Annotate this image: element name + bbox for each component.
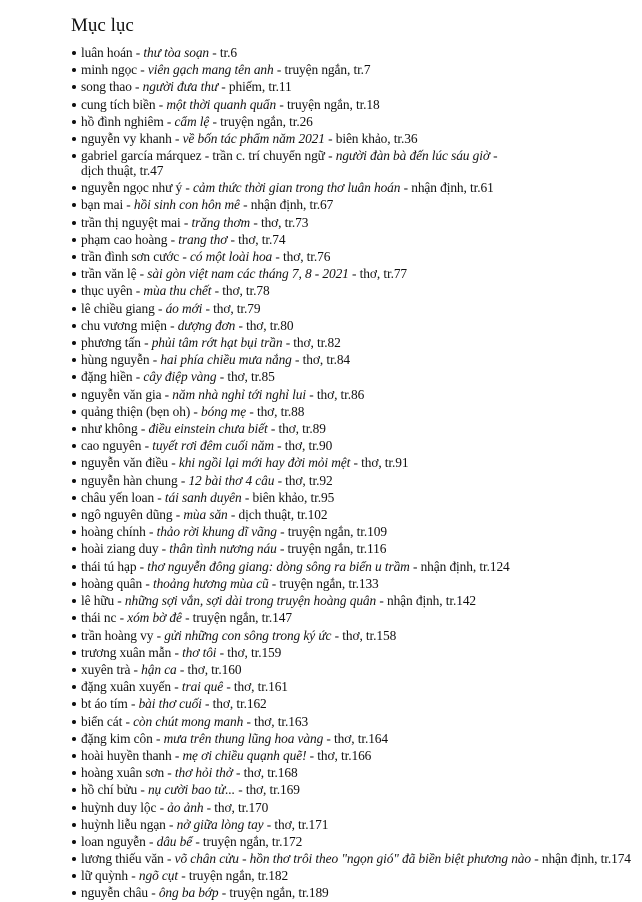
toc-entry: nguyễn vy khanh - về bốn tác phẩm năm 2021 - biên khảo, tr.36 (72, 130, 632, 147)
toc-author: trần hoàng vy (81, 627, 154, 643)
toc-author: thái nc (81, 610, 117, 626)
toc-author: nguyễn văn điều (81, 455, 169, 471)
toc-work-title: hai phía chiều mưa nắng (160, 352, 292, 368)
toc-work-title: dượng đơn (177, 317, 236, 333)
toc-work-title: một thời quanh quẩn (166, 96, 277, 112)
toc-genre-page: - truyện ngắn, tr.182 (177, 868, 289, 884)
toc-work-title: ông ba bớp (158, 885, 219, 901)
toc-work-title: tuyết rơi đêm cuối năm (152, 438, 274, 454)
toc-entry: đặng hiền - cây điệp vàng - thơ, tr.85 (72, 368, 632, 385)
toc-genre-page: - thơ, tr.90 (273, 438, 333, 454)
toc-genre-page: - truyện ngắn, tr.7 (273, 62, 371, 78)
toc-genre-page: - thơ, tr.159 (216, 644, 282, 660)
toc-entry: hoàng chính - thảo rời khung dĩ vãng - truyện ngắn, tr.109 (72, 523, 632, 540)
toc-work-title: thơ nguyễn đông giang: dòng sông ra biển u trầm (147, 558, 410, 574)
toc-entry: phương tấn - phủi tâm rớt hạt bụi trần - thơ, tr.82 (72, 334, 632, 351)
toc-entry: gabriel garcía márquez - trần c. trí chuyển ngữ - người đàn bà đến lúc sáu giờ - dịch thuật, tr.47 (72, 147, 632, 179)
toc-author: đặng kim côn (81, 730, 153, 746)
toc-entry: minh ngọc - viên gạch mang tên anh - truyện ngắn, tr.7 (72, 61, 632, 78)
toc-author: phương tấn (81, 335, 141, 351)
toc-work-title: dâu bể (156, 833, 193, 849)
toc-author: hồ chí bửu (81, 782, 138, 798)
toc-author: nguyễn hàn chung (81, 472, 178, 488)
toc-work-title: thoảng hương mùa cũ (152, 575, 269, 591)
toc-genre-page: - thơ, tr.80 (235, 317, 294, 333)
toc-author: trần thị nguyệt mai (81, 214, 181, 230)
toc-work-title: mưa trên thung lũng hoa vàng (163, 730, 324, 746)
toc-work-title: trăng thơm (191, 214, 251, 230)
toc-genre-page: - truyện ngắn, tr.133 (268, 575, 379, 591)
toc-genre-page: - thơ, tr.85 (216, 369, 275, 385)
toc-work-title: còn chút mong manh (133, 713, 244, 729)
toc-author: đặng xuân xuyến (81, 679, 171, 695)
toc-entry: biển cát - còn chút mong manh - thơ, tr.163 (72, 713, 632, 730)
toc-entry: chu vương miện - dượng đơn - thơ, tr.80 (72, 317, 632, 334)
toc-genre-page: - nhận định, tr.174 (531, 851, 631, 867)
toc-work-title: phủi tâm rớt hạt bụi trần (151, 335, 283, 351)
toc-genre-page: - nhận định, tr.61 (400, 180, 494, 196)
toc-genre-page: - phiếm, tr.11 (218, 79, 292, 95)
toc-author: huỳnh duy lộc (81, 799, 157, 815)
toc-entry: hoàng xuân sơn - thơ hỏi thở - thơ, tr.168 (72, 764, 632, 781)
toc-author: lương thiếu văn (81, 851, 164, 867)
toc-genre-page: - thơ, tr.160 (176, 661, 242, 677)
toc-entry: huỳnh duy lộc - ảo ảnh - thơ, tr.170 (72, 799, 632, 816)
toc-author: thục uyên (81, 283, 133, 299)
toc-work-title: bài thơ cuối (138, 696, 202, 712)
toc-entry: cao nguyên - tuyết rơi đêm cuối năm - thơ, tr.90 (72, 437, 632, 454)
toc-genre-page: - truyện ngắn, tr.172 (192, 833, 303, 849)
toc-entry: song thao - người đưa thư - phiếm, tr.11 (72, 78, 632, 95)
toc-entry: hùng nguyễn - hai phía chiều mưa nắng - thơ, tr.84 (72, 351, 632, 368)
toc-work-title: trang thơ (178, 231, 228, 247)
toc-work-title: gửi những con sông trong ký ức (164, 627, 332, 643)
toc-entry: đặng kim côn - mưa trên thung lũng hoa vàng - thơ, tr.164 (72, 730, 632, 747)
toc-work-title: bóng mẹ (201, 403, 247, 419)
toc-genre-page: - truyện ngắn, tr.189 (218, 885, 329, 901)
toc-work-title: viên gạch mang tên anh (147, 62, 274, 78)
toc-genre-page: - thơ, tr.89 (267, 421, 326, 437)
toc-entry: thục uyên - mùa thu chết - thơ, tr.78 (72, 282, 632, 299)
toc-entry: bt áo tím - bài thơ cuối - thơ, tr.162 (72, 695, 632, 712)
toc-author: trần đình sơn cước (81, 249, 180, 265)
toc-work-title: cảm thức thời gian trong thơ luân hoán (193, 180, 401, 196)
toc-genre-page: - biên khảo, tr.36 (324, 131, 418, 147)
toc-entry: ngô nguyên dũng - mùa săn - dịch thuật, tr.102 (72, 506, 632, 523)
page-title: Mục lục (71, 15, 134, 36)
toc-entry: huỳnh liễu ngạn - nở giữa lòng tay - thơ, tr.171 (72, 816, 632, 833)
toc-entry: luân hoán - thư tòa soạn - tr.6 (72, 44, 632, 61)
toc-genre-page: - thơ, tr.84 (291, 352, 351, 368)
toc-genre-page: - thơ, tr.166 (306, 747, 372, 763)
toc-author: lữ quỳnh (81, 868, 129, 884)
toc-work-title: trai quê (181, 679, 224, 695)
toc-work-title: có một loài hoa (189, 249, 273, 265)
toc-entry: quảng thiện (bẹn oh) - bóng mẹ - thơ, tr.88 (72, 403, 632, 420)
toc-author: minh ngọc (81, 62, 138, 78)
toc-author: ngô nguyên dũng (81, 507, 173, 523)
toc-entry: nguyễn châu - ông ba bớp - truyện ngắn, tr.189 (72, 884, 632, 901)
toc-work-title: khi ngồi lại mới hay đời mỏi mệt (178, 455, 351, 471)
toc-author: phạm cao hoàng (81, 231, 168, 247)
toc-entry: loan nguyễn - dâu bể - truyện ngắn, tr.172 (72, 833, 632, 850)
toc-work-title: thơ tôi (182, 644, 217, 660)
table-of-contents (72, 44, 632, 902)
toc-work-title: năm nhà nghỉ tới nghỉ lui (172, 386, 307, 402)
toc-entry: nguyễn văn điều - khi ngồi lại mới hay đời mỏi mệt - thơ, tr.91 (72, 454, 632, 471)
toc-author: cung tích biền (81, 96, 156, 112)
toc-genre-page-continued: dịch thuật, tr.47 (81, 163, 164, 179)
toc-author: trương xuân mẫn (81, 644, 172, 660)
toc-genre-page: - thơ, tr.92 (274, 472, 333, 488)
toc-entry: châu yến loan - tái sanh duyên - biên khảo, tr.95 (72, 489, 632, 506)
toc-genre-page: - thơ, tr.73 (250, 214, 309, 230)
toc-genre-page: - thơ, tr.162 (201, 696, 267, 712)
toc-entry: cung tích biền - một thời quanh quẩn - truyện ngắn, tr.18 (72, 96, 632, 113)
toc-work-title: người đưa thư (142, 79, 219, 95)
toc-work-title: cẩm lệ (174, 113, 210, 129)
toc-author: gabriel garcía márquez - trần c. trí chuyển ngữ (81, 148, 325, 164)
toc-entry: thái nc - xóm bờ đê - truyện ngắn, tr.147 (72, 609, 632, 626)
toc-entry: trương xuân mẫn - thơ tôi - thơ, tr.159 (72, 644, 632, 661)
toc-author: lê hữu (81, 593, 115, 609)
toc-genre-page: - thơ, tr.76 (272, 249, 331, 265)
toc-entry: như không - điều einstein chưa biết - thơ, tr.89 (72, 420, 632, 437)
toc-author: nguyễn văn gia (81, 386, 162, 402)
toc-genre-page: - thơ, tr.169 (234, 782, 300, 798)
toc-genre-page: - thơ, tr.86 (306, 386, 365, 402)
toc-work-title: mùa thu chết (143, 283, 212, 299)
toc-work-title: áo mới (165, 300, 203, 316)
toc-work-title: cây điệp vàng (143, 369, 217, 385)
toc-author: cao nguyên (81, 438, 142, 454)
toc-work-title: xóm bờ đê (127, 610, 182, 626)
toc-entry: lương thiếu văn - võ chân cửu - hồn thơ trôi theo "ngọn gió" đã biền biệt phương nào - nhận định, tr.174 (72, 850, 632, 867)
toc-work-title: thân tình nương náu (169, 541, 277, 557)
toc-author: như không (81, 421, 138, 437)
toc-author: hồ đình nghiêm (81, 113, 164, 129)
toc-author: hoàng xuân sơn (81, 765, 165, 781)
toc-work-title: ảo ảnh (167, 799, 204, 815)
toc-genre-page: - truyện ngắn, tr.109 (276, 524, 387, 540)
toc-author: loan nguyễn (81, 833, 146, 849)
toc-work-title: nụ cười bao tử... (147, 782, 235, 798)
toc-genre-page: - biên khảo, tr.95 (241, 489, 335, 505)
toc-genre-page: - thơ, tr.91 (350, 455, 409, 471)
toc-entry: trần văn lệ - sài gòn việt nam các tháng 7, 8 - 2021 - thơ, tr.77 (72, 265, 632, 282)
toc-work-title: mùa săn (183, 507, 228, 523)
toc-work-title: điều einstein chưa biết (148, 421, 268, 437)
toc-work-title: hận ca (141, 661, 177, 677)
toc-work-title: võ chân cửu - hồn thơ trôi theo "ngọn gió" đã biền biệt phương nào (174, 851, 531, 867)
toc-genre-page: - dịch thuật, tr.102 (227, 507, 328, 523)
toc-genre-page: - thơ, tr.170 (203, 799, 269, 815)
toc-author: hoài ziang duy (81, 541, 159, 557)
toc-work-title: hồi sinh con hôn mê (133, 197, 240, 213)
toc-entry: phạm cao hoàng - trang thơ - thơ, tr.74 (72, 231, 632, 248)
toc-author: bt áo tím (81, 696, 128, 712)
toc-author: hoàng quân (81, 575, 143, 591)
toc-work-title: ngõ cụt (138, 868, 178, 884)
toc-author: hoài huyền thanh (81, 747, 172, 763)
toc-author: châu yến loan (81, 489, 155, 505)
toc-entry: trần thị nguyệt mai - trăng thơm - thơ, tr.73 (72, 214, 632, 231)
toc-author: song thao (81, 79, 132, 95)
toc-entry: lữ quỳnh - ngõ cụt - truyện ngắn, tr.182 (72, 867, 632, 884)
toc-entry: thái tú hạp - thơ nguyễn đông giang: dòng sông ra biển u trầm - nhận định, tr.124 (72, 558, 632, 575)
toc-genre-page: - tr.6 (209, 45, 237, 60)
toc-author: thái tú hạp (81, 558, 137, 574)
toc-genre-page: - thơ, tr.168 (232, 765, 298, 781)
toc-author: bạn mai (81, 197, 124, 213)
toc-genre-page: - thơ, tr.158 (331, 627, 397, 643)
toc-work-title: sài gòn việt nam các tháng 7, 8 - 2021 (147, 266, 349, 282)
toc-work-title: thảo rời khung dĩ vãng (156, 524, 277, 540)
toc-entry: nguyễn ngọc như ý - cảm thức thời gian trong thơ luân hoán - nhận định, tr.61 (72, 179, 632, 196)
toc-entry: nguyễn hàn chung - 12 bài thơ 4 câu - thơ, tr.92 (72, 472, 632, 489)
toc-author: chu vương miện (81, 317, 167, 333)
toc-genre-page: - thơ, tr.82 (282, 335, 341, 351)
toc-entry: hồ đình nghiêm - cẩm lệ - truyện ngắn, tr.26 (72, 113, 632, 130)
toc-entry: hoài ziang duy - thân tình nương náu - truyện ngắn, tr.116 (72, 540, 632, 557)
toc-author: đặng hiền (81, 369, 133, 385)
toc-entry: hồ chí bửu - nụ cười bao tử... - thơ, tr.169 (72, 781, 632, 798)
toc-genre-page: - thơ, tr.164 (323, 730, 388, 746)
toc-author: nguyễn châu (81, 885, 148, 901)
toc-author: quảng thiện (bẹn oh) (81, 403, 191, 419)
toc-author: huỳnh liễu ngạn (81, 816, 166, 832)
toc-genre-page: - truyện ngắn, tr.147 (181, 610, 292, 626)
toc-genre-page: - thơ, tr.77 (348, 266, 408, 282)
toc-genre-page: - thơ, tr.161 (223, 679, 288, 695)
toc-author: lê chiều giang (81, 300, 155, 316)
toc-entry: trần đình sơn cước - có một loài hoa - thơ, tr.76 (72, 248, 632, 265)
toc-genre-page: - (489, 148, 498, 164)
toc-genre-page: - nhận định, tr.124 (409, 558, 510, 574)
toc-genre-page: - nhận định, tr.142 (376, 593, 477, 609)
toc-entry: xuyên trà - hận ca - thơ, tr.160 (72, 661, 632, 678)
toc-author: trần văn lệ (81, 266, 137, 282)
toc-genre-page: - nhận định, tr.67 (239, 197, 334, 213)
toc-author: xuyên trà (81, 661, 131, 677)
toc-entry: lê hữu - những sợi vắn, sợi dài trong truyện hoàng quân - nhận định, tr.142 (72, 592, 632, 609)
toc-genre-page: - truyện ngắn, tr.116 (276, 541, 387, 557)
toc-work-title: về bốn tác phẩm năm 2021 (182, 131, 325, 147)
toc-author: nguyễn ngọc như ý (81, 180, 183, 196)
toc-entry: trần hoàng vy - gửi những con sông trong ký ức - thơ, tr.158 (72, 627, 632, 644)
toc-genre-page: - truyện ngắn, tr.26 (209, 113, 313, 129)
toc-work-title: thư tòa soạn (143, 45, 210, 60)
toc-work-title: người đàn bà đến lúc sáu giờ (335, 148, 490, 164)
toc-work-title: nở giữa lòng tay (176, 816, 264, 832)
toc-work-title: những sợi vắn, sợi dài trong truyện hoàng quân (124, 593, 377, 609)
toc-genre-page: - thơ, tr.171 (263, 816, 329, 832)
toc-work-title: tái sanh duyên (164, 489, 242, 505)
toc-author: hoàng chính (81, 524, 146, 540)
toc-work-title: thơ hỏi thở (174, 765, 233, 781)
toc-genre-page: - thơ, tr.88 (246, 403, 305, 419)
toc-entry: hoài huyền thanh - mẹ ơi chiều quạnh quẽ! - thơ, tr.166 (72, 747, 632, 764)
toc-author: biển cát (81, 713, 123, 729)
toc-entry: nguyễn văn gia - năm nhà nghỉ tới nghỉ lui - thơ, tr.86 (72, 386, 632, 403)
toc-entry: hoàng quân - thoảng hương mùa cũ - truyện ngắn, tr.133 (72, 575, 632, 592)
toc-author: nguyễn vy khanh (81, 131, 172, 147)
toc-genre-page: - truyện ngắn, tr.18 (276, 96, 380, 112)
toc-entry: bạn mai - hồi sinh con hôn mê - nhận định, tr.67 (72, 196, 632, 213)
toc-genre-page: - thơ, tr.74 (227, 231, 286, 247)
toc-genre-page: - thơ, tr.163 (243, 713, 309, 729)
toc-author: hùng nguyễn (81, 352, 150, 368)
toc-work-title: 12 bài thơ 4 câu (188, 472, 275, 488)
toc-work-title: mẹ ơi chiều quạnh quẽ! (182, 747, 307, 763)
toc-entry: lê chiều giang - áo mới - thơ, tr.79 (72, 300, 632, 317)
toc-entry: đặng xuân xuyến - trai quê - thơ, tr.161 (72, 678, 632, 695)
toc-author: luân hoán (81, 45, 133, 60)
toc-genre-page: - thơ, tr.78 (211, 283, 270, 299)
toc-genre-page: - thơ, tr.79 (202, 300, 261, 316)
